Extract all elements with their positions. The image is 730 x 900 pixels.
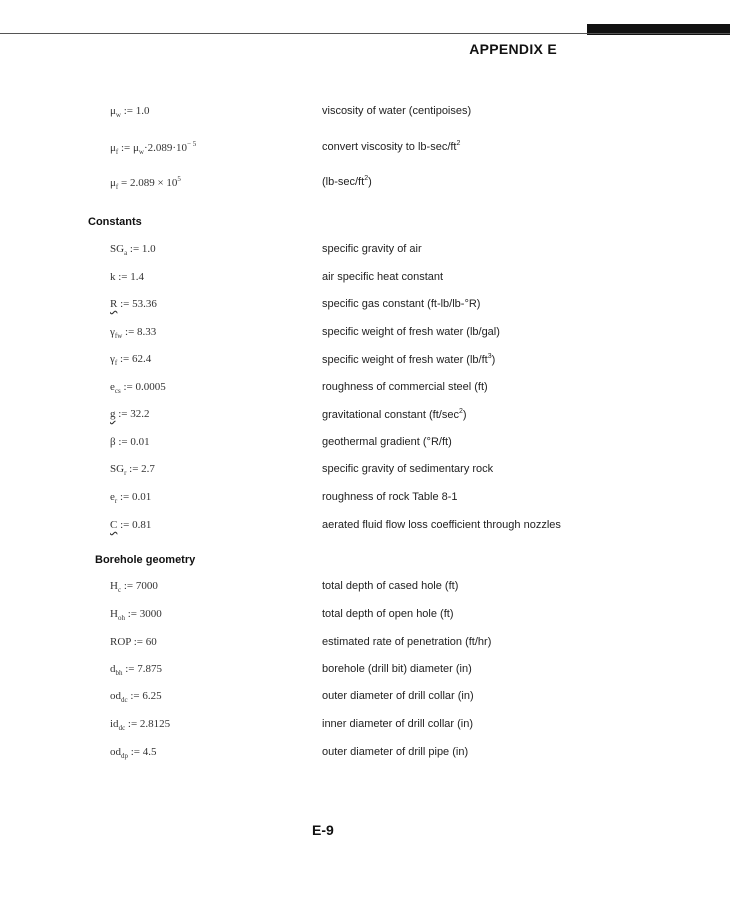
description-text: outer diameter of drill pipe (in): [322, 746, 469, 758]
formula-value: := 0.01: [117, 491, 152, 503]
formula-symbol: C: [110, 519, 118, 531]
formula-subscript: dp: [121, 752, 128, 760]
formula-value: := 3000: [124, 608, 162, 620]
formula: [110, 243, 156, 257]
formula-exponent: 5: [177, 175, 181, 183]
formula-symbol: R: [110, 298, 118, 310]
formula-subscript: f: [115, 148, 119, 156]
description: [322, 298, 480, 310]
description-text: specific gravity of sedimentary rock: [322, 463, 494, 475]
formula-value: := 7.875: [122, 663, 163, 675]
formula: [110, 519, 151, 531]
description-text: viscosity of water (centipoises): [322, 105, 472, 117]
formula-value: := 8.33: [122, 326, 157, 338]
description-text: borehole (drill bit) diameter (in): [322, 663, 472, 675]
formula-symbol: β: [110, 436, 116, 448]
formula-value: := 6.25: [127, 690, 162, 702]
formula-value: := 0.01: [115, 436, 150, 448]
description: [322, 175, 372, 188]
description: [322, 746, 468, 758]
description: [322, 718, 473, 730]
description-exponent: 2: [458, 408, 463, 415]
description-text: ): [491, 354, 496, 366]
description-text: specific gas constant (ft-lb/lb-°R): [322, 298, 481, 310]
description-text: aerated fluid flow loss coefficient through nozzles: [322, 519, 561, 531]
formula-symbol: H: [110, 580, 118, 592]
formula-symbol: e: [110, 491, 115, 503]
description: [322, 381, 488, 393]
description-exponent: 2: [364, 175, 369, 182]
formula-symbol: μ: [110, 177, 116, 189]
formula-exponent: − 5: [187, 140, 197, 148]
formula-symbol: SG: [110, 463, 125, 475]
description-text: ): [462, 409, 467, 421]
formula-symbol: g: [110, 408, 116, 420]
description-text: total depth of cased hole (ft): [322, 580, 459, 592]
equation-row: [0, 519, 730, 537]
formula-symbol: SG: [110, 243, 125, 255]
formula: [110, 580, 158, 594]
section-borehole-geometry: Borehole geometry: [95, 554, 196, 566]
description: [322, 463, 493, 475]
formula-symbol: k: [110, 271, 116, 283]
formula-subscript: dc: [118, 724, 126, 732]
description: [322, 519, 561, 531]
description-text: convert viscosity to lb-sec/ft: [322, 141, 457, 153]
formula-value: := 2.7: [126, 463, 155, 475]
formula-subscript: dc: [121, 696, 128, 704]
description: [322, 636, 491, 648]
description-text: outer diameter of drill collar (in): [322, 690, 474, 702]
formula: [110, 298, 157, 310]
formula: [110, 608, 162, 622]
formula: [110, 746, 157, 760]
formula-value: := 4.5: [128, 746, 157, 758]
formula: [110, 105, 149, 119]
formula-value: := 2.8125: [125, 718, 171, 730]
description: [322, 353, 495, 366]
formula-symbol: γ: [110, 326, 115, 338]
formula-symbol: H: [110, 608, 118, 620]
description-text: ): [368, 176, 372, 188]
formula-value: := μ: [118, 142, 139, 154]
description: [322, 408, 467, 421]
description-text: gravitational constant (ft/sec: [322, 409, 459, 421]
description-text: specific weight of fresh water (lb/ft: [322, 354, 488, 366]
formula-subscript: r: [124, 469, 127, 477]
formula-subscript: a: [124, 249, 128, 257]
equation-row: [0, 353, 730, 371]
description: [322, 105, 471, 117]
equation-row: [0, 140, 730, 158]
formula-symbol: γ: [110, 353, 115, 365]
formula-symbol: e: [110, 381, 115, 393]
equation-row: [0, 663, 730, 681]
description: [322, 580, 458, 592]
equation-row: [0, 718, 730, 736]
equation-row: [0, 175, 730, 193]
description: [322, 608, 453, 620]
formula-subscript: c: [117, 586, 122, 594]
appendix-title: APPENDIX E: [469, 41, 557, 57]
description: [322, 491, 458, 503]
formula-symbol: id: [110, 718, 119, 730]
formula-value: := 0.0005: [120, 381, 166, 393]
description-exponent: 3: [487, 353, 492, 360]
equation-row: [0, 463, 730, 481]
formula-value: ·2.089·10: [143, 142, 188, 154]
description: [322, 436, 452, 448]
description-text: total depth of open hole (ft): [322, 608, 454, 620]
formula: [110, 175, 181, 191]
formula: [110, 408, 150, 420]
description-text: (lb-sec/ft: [322, 176, 365, 188]
description-text: air specific heat constant: [322, 271, 444, 283]
equation-row: [0, 690, 730, 708]
equation-row: [0, 243, 730, 261]
formula-symbol: ROP: [110, 636, 131, 648]
equation-row: [0, 408, 730, 426]
formula-subscript: w: [138, 148, 144, 156]
description: [322, 663, 472, 675]
formula-value: := 1.4: [115, 271, 145, 283]
formula-value: := 60: [131, 636, 157, 648]
equation-row: [0, 381, 730, 399]
equation-row: [0, 105, 730, 123]
formula: [110, 636, 157, 648]
page-number: E-9: [312, 822, 334, 838]
formula: [110, 381, 166, 395]
equation-row: [0, 271, 730, 289]
description-text: roughness of rock Table 8-1: [322, 491, 458, 503]
formula-value: = 2.089 × 10: [118, 177, 178, 189]
formula: [110, 353, 151, 367]
formula-subscript: w: [115, 111, 121, 119]
formula-symbol: od: [110, 746, 121, 758]
description-exponent: 2: [456, 140, 461, 147]
formula-value: := 62.4: [117, 353, 152, 365]
description: [322, 326, 500, 338]
formula-subscript: f: [114, 359, 118, 367]
description: [322, 140, 460, 153]
formula-symbol: μ: [110, 142, 116, 154]
formula-value: := 1.0: [127, 243, 156, 255]
description-text: geothermal gradient (°R/ft): [322, 436, 452, 448]
description-text: inner diameter of drill collar (in): [322, 718, 473, 730]
formula-subscript: bh: [115, 669, 123, 677]
equation-row: [0, 298, 730, 316]
formula: [110, 491, 151, 505]
formula-subscript: f: [115, 183, 119, 191]
formula: [110, 690, 162, 704]
description-text: specific gravity of air: [322, 243, 422, 255]
formula: [110, 663, 162, 677]
description: [322, 271, 443, 283]
formula-symbol: d: [110, 663, 116, 675]
equation-row: [0, 326, 730, 344]
formula-subscript: cs: [114, 387, 121, 395]
equation-row: [0, 636, 730, 654]
formula: [110, 463, 155, 477]
formula-value: := 53.36: [117, 298, 157, 310]
formula: [110, 436, 150, 448]
formula-value: := 1.0: [120, 105, 150, 117]
formula: [110, 326, 156, 340]
formula-symbol: μ: [110, 105, 116, 117]
formula-subscript: fw: [114, 332, 123, 340]
description-text: specific weight of fresh water (lb/gal): [322, 326, 500, 338]
description-text: estimated rate of penetration (ft/hr): [322, 636, 492, 648]
equation-row: [0, 491, 730, 509]
formula: [110, 271, 144, 283]
equation-row: [0, 436, 730, 454]
description: [322, 243, 422, 255]
formula-symbol: od: [110, 690, 121, 702]
formula-value: := 0.81: [117, 519, 152, 531]
description: [322, 690, 474, 702]
header-rule: [0, 33, 730, 34]
formula: [110, 718, 170, 732]
equation-row: [0, 580, 730, 598]
section-constants: Constants: [88, 216, 142, 228]
formula: [110, 140, 196, 156]
formula-value: := 32.2: [115, 408, 150, 420]
equation-row: [0, 608, 730, 626]
formula-value: := 7000: [121, 580, 158, 592]
description-text: roughness of commercial steel (ft): [322, 381, 488, 393]
equation-row: [0, 746, 730, 764]
formula-subscript: r: [114, 497, 118, 505]
formula-subscript: oh: [117, 614, 125, 622]
